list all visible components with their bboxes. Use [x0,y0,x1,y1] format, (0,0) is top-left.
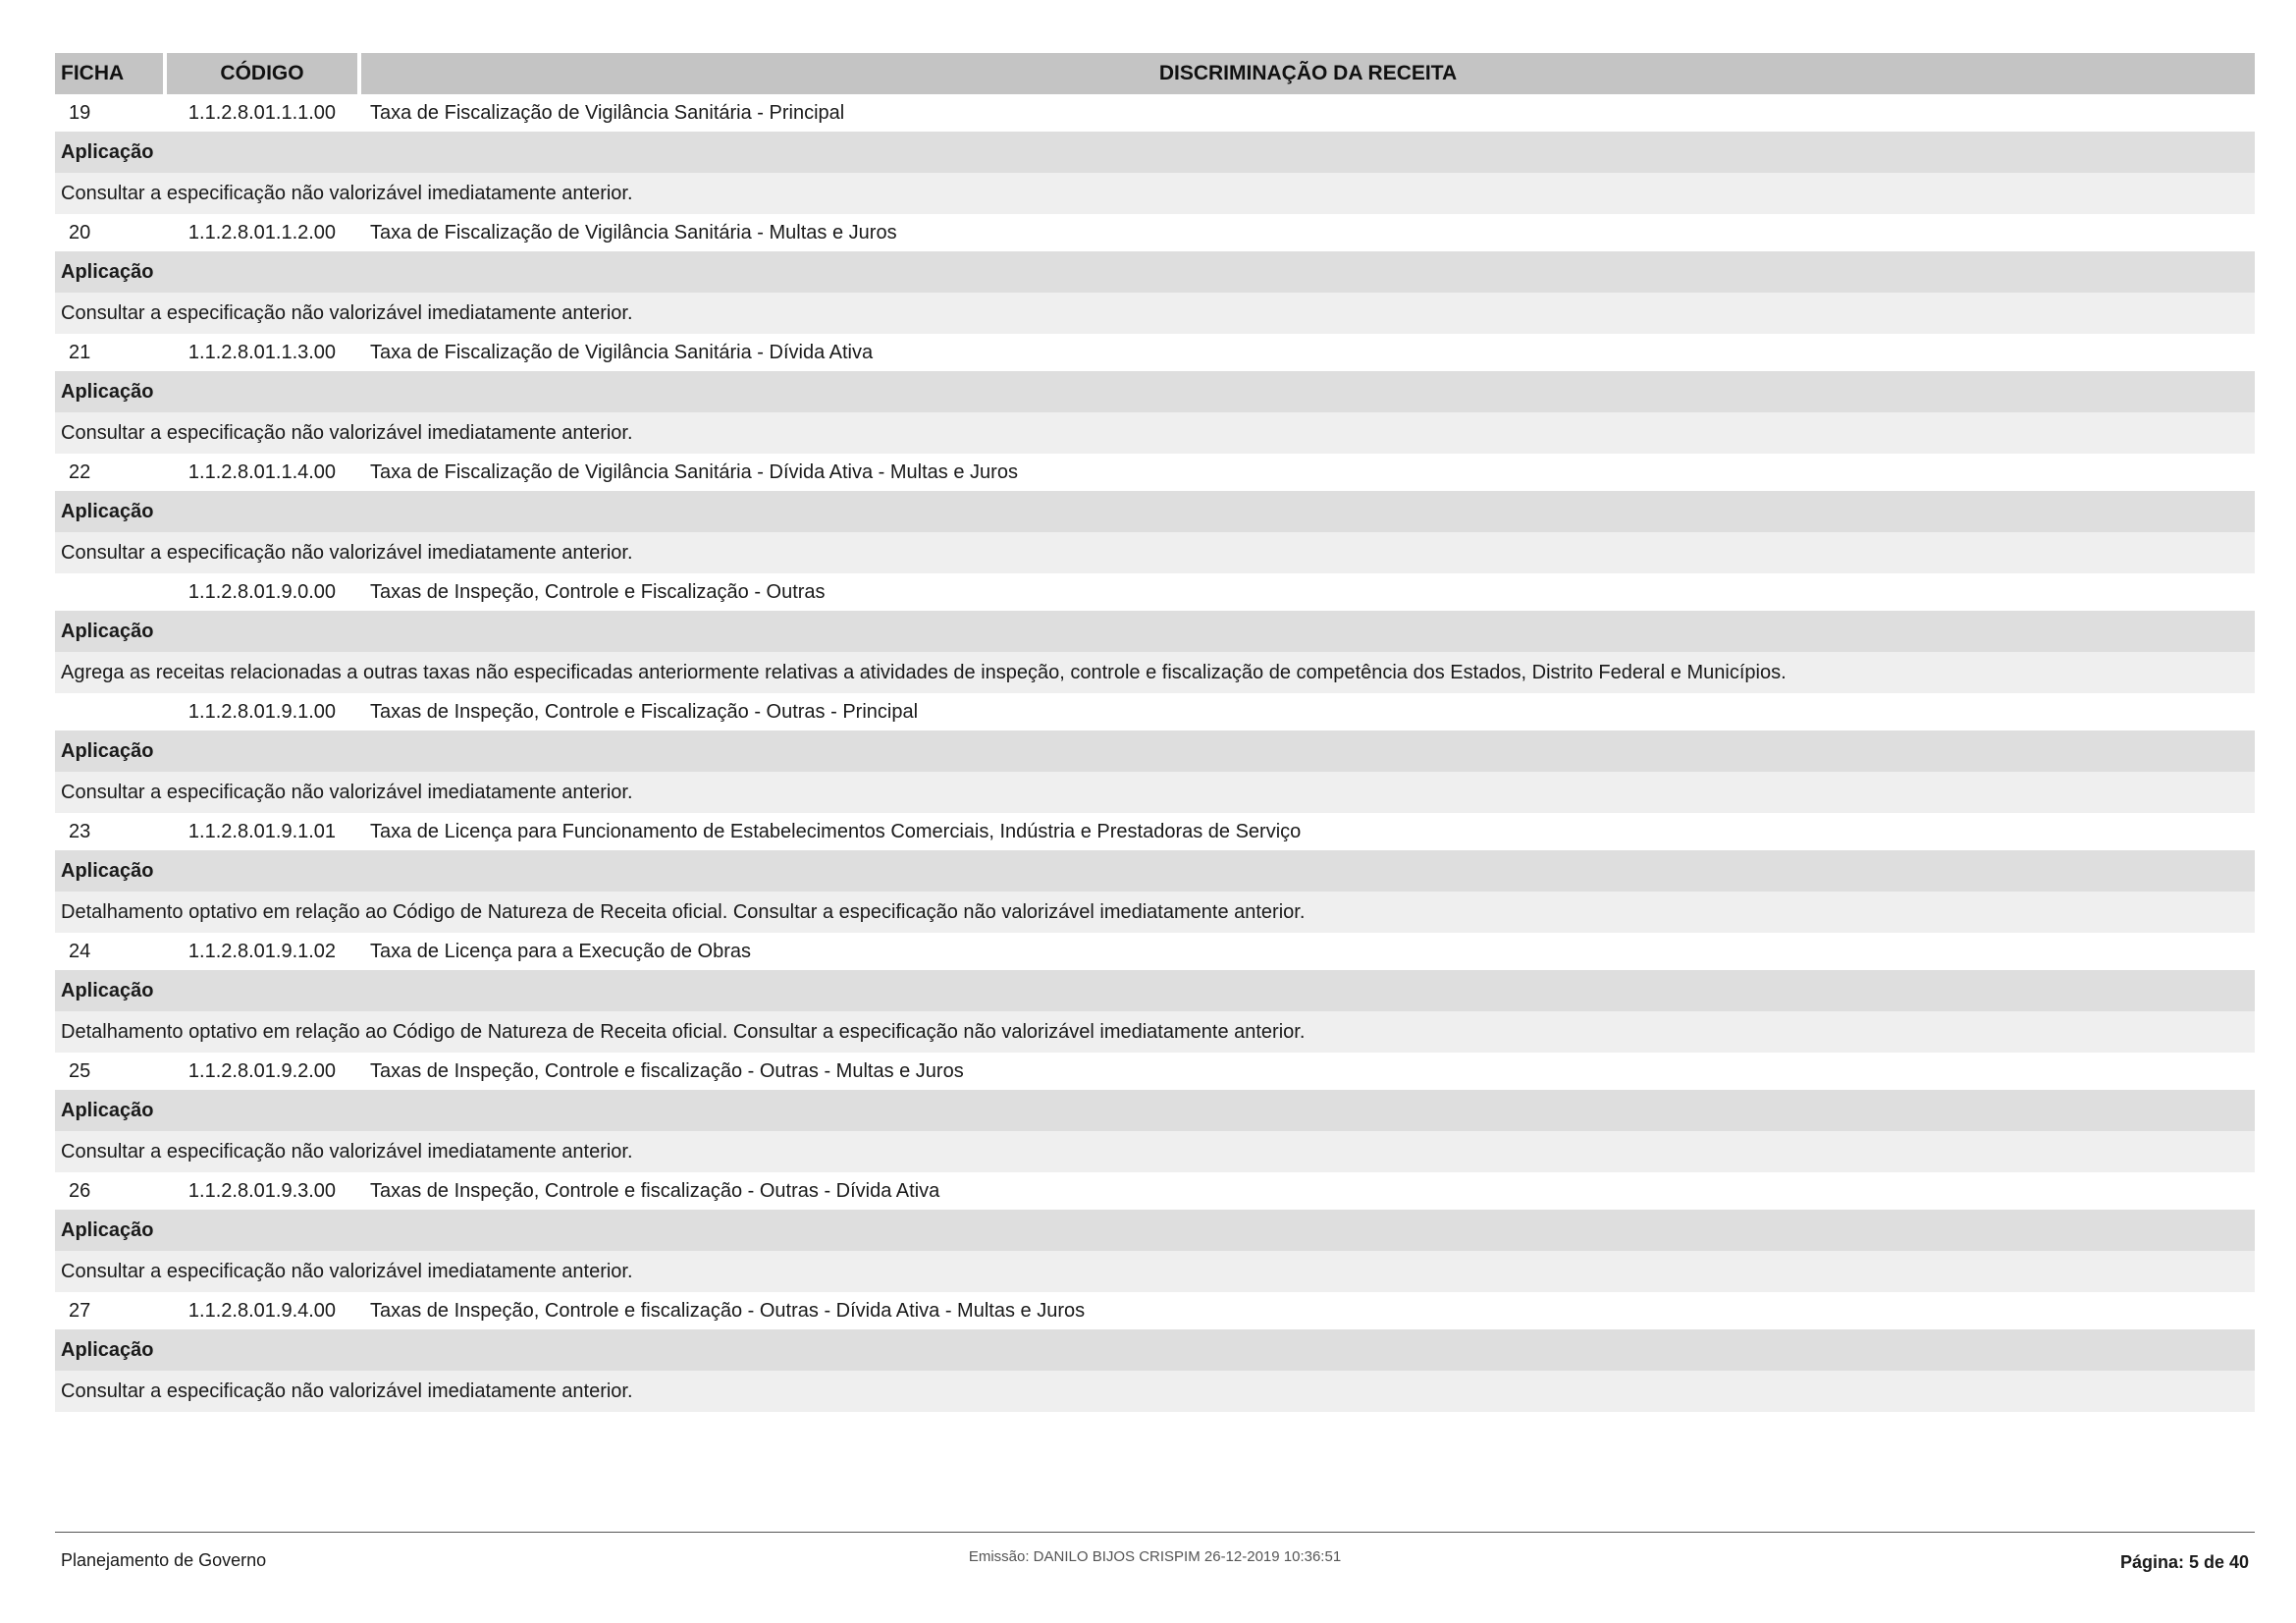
entry-row [55,94,2255,132]
entry-row [55,1053,2255,1090]
aplicacao-label: Aplicação [55,132,2255,173]
aplicacao-label: Aplicação [55,491,2255,532]
revenue-entry [55,1172,2255,1292]
entry-descricao: Taxa de Fiscalização de Vigilância Sanitária - Multas e Juros [370,221,897,243]
header-descricao: DISCRIMINAÇÃO DA RECEITA [361,53,2255,94]
aplicacao-text: Consultar a especificação não valorizável imediatamente anterior. [55,1251,2255,1292]
entry-ficha: 24 [69,940,91,962]
revenue-entry [55,1292,2255,1412]
aplicacao-text: Consultar a especificação não valorizável imediatamente anterior. [55,412,2255,454]
aplicacao-label: Aplicação [55,611,2255,652]
revenue-entry [55,573,2255,693]
aplicacao-text: Consultar a especificação não valorizável imediatamente anterior. [55,173,2255,214]
entry-descricao: Taxas de Inspeção, Controle e Fiscalização - Outras [370,580,826,603]
entry-row [55,1172,2255,1210]
entry-codigo: 1.1.2.8.01.9.4.00 [187,1299,337,1322]
header-ficha: FICHA [55,53,163,94]
aplicacao-text: Consultar a especificação não valorizável imediatamente anterior. [55,1371,2255,1412]
entries-list [55,94,2255,1412]
entry-codigo: 1.1.2.8.01.1.4.00 [187,460,337,483]
entry-descricao: Taxa de Fiscalização de Vigilância Sanitária - Dívida Ativa - Multas e Juros [370,460,1018,483]
entry-row [55,334,2255,371]
entry-row [55,933,2255,970]
revenue-entry [55,94,2255,214]
entry-row [55,454,2255,491]
entry-codigo: 1.1.2.8.01.9.3.00 [187,1179,337,1202]
entry-codigo: 1.1.2.8.01.9.1.01 [187,820,337,842]
revenue-entry [55,214,2255,334]
revenue-entry [55,693,2255,813]
revenue-entry [55,933,2255,1053]
revenue-entry [55,813,2255,933]
entry-codigo: 1.1.2.8.01.9.1.00 [187,700,337,723]
entry-ficha: 19 [69,101,91,124]
entry-descricao: Taxas de Inspeção, Controle e fiscalização - Outras - Dívida Ativa - Multas e Juros [370,1299,1086,1322]
footer-emission: Emissão: DANILO BIJOS CRISPIM 26-12-2019 10:36:51 [968,1548,1342,1565]
aplicacao-text: Consultar a especificação não valorizável imediatamente anterior. [55,772,2255,813]
entry-ficha: 21 [69,341,91,363]
aplicacao-text: Agrega as receitas relacionadas a outras taxas não especificadas anteriormente relativas a atividades de inspeção, controle e fiscalização de competência dos Estados, Distrito Federal e Municípios. [55,652,2255,693]
aplicacao-label: Aplicação [55,1210,2255,1251]
entry-descricao: Taxa de Licença para a Execução de Obras [370,940,752,962]
entry-row [55,214,2255,251]
entry-ficha: 26 [69,1179,91,1202]
entry-descricao: Taxa de Fiscalização de Vigilância Sanitária - Dívida Ativa [370,341,874,363]
entry-descricao: Taxas de Inspeção, Controle e Fiscalização - Outras - Principal [370,700,919,723]
aplicacao-label: Aplicação [55,371,2255,412]
entry-codigo: 1.1.2.8.01.1.3.00 [187,341,337,363]
entry-ficha: 20 [69,221,91,243]
entry-codigo: 1.1.2.8.01.1.1.00 [187,101,337,124]
aplicacao-text: Consultar a especificação não valorizável imediatamente anterior. [55,532,2255,573]
revenue-entry [55,454,2255,573]
entry-ficha: 27 [69,1299,91,1322]
page-footer [55,1532,2255,1574]
header-codigo: CÓDIGO [167,53,357,94]
entry-codigo: 1.1.2.8.01.9.0.00 [187,580,337,603]
aplicacao-label: Aplicação [55,1329,2255,1371]
entry-ficha: 22 [69,460,91,483]
entry-row [55,813,2255,850]
entry-descricao: Taxa de Fiscalização de Vigilância Sanitária - Principal [370,101,845,124]
entry-descricao: Taxa de Licença para Funcionamento de Estabelecimentos Comerciais, Indústria e Prestadoras de Serviço [370,820,1302,842]
aplicacao-label: Aplicação [55,970,2255,1011]
aplicacao-label: Aplicação [55,251,2255,293]
aplicacao-label: Aplicação [55,1090,2255,1131]
aplicacao-text: Consultar a especificação não valorizável imediatamente anterior. [55,1131,2255,1172]
entry-ficha: 23 [69,820,91,842]
aplicacao-label: Aplicação [55,850,2255,892]
aplicacao-text: Detalhamento optativo em relação ao Código de Natureza de Receita oficial. Consultar a especificação não valorizável imediatamente anterior. [55,892,2255,933]
revenue-entry [55,334,2255,454]
aplicacao-text: Consultar a especificação não valorizável imediatamente anterior. [55,293,2255,334]
entry-codigo: 1.1.2.8.01.9.1.02 [187,940,337,962]
entry-row [55,1292,2255,1329]
entry-codigo: 1.1.2.8.01.9.2.00 [187,1059,337,1082]
entry-ficha: 25 [69,1059,91,1082]
table-header [55,53,2255,94]
aplicacao-label: Aplicação [55,730,2255,772]
entry-row [55,573,2255,611]
revenue-report-table [55,53,2255,1412]
footer-department: Planejamento de Governo [61,1550,267,1570]
entry-descricao: Taxas de Inspeção, Controle e fiscalização - Outras - Dívida Ativa [370,1179,940,1202]
entry-codigo: 1.1.2.8.01.1.2.00 [187,221,337,243]
entry-descricao: Taxas de Inspeção, Controle e fiscalização - Outras - Multas e Juros [370,1059,964,1082]
entry-row [55,693,2255,730]
aplicacao-text: Detalhamento optativo em relação ao Código de Natureza de Receita oficial. Consultar a especificação não valorizável imediatamente anterior. [55,1011,2255,1053]
footer-page-number: Página: 5 de 40 [2119,1552,2249,1572]
revenue-entry [55,1053,2255,1172]
